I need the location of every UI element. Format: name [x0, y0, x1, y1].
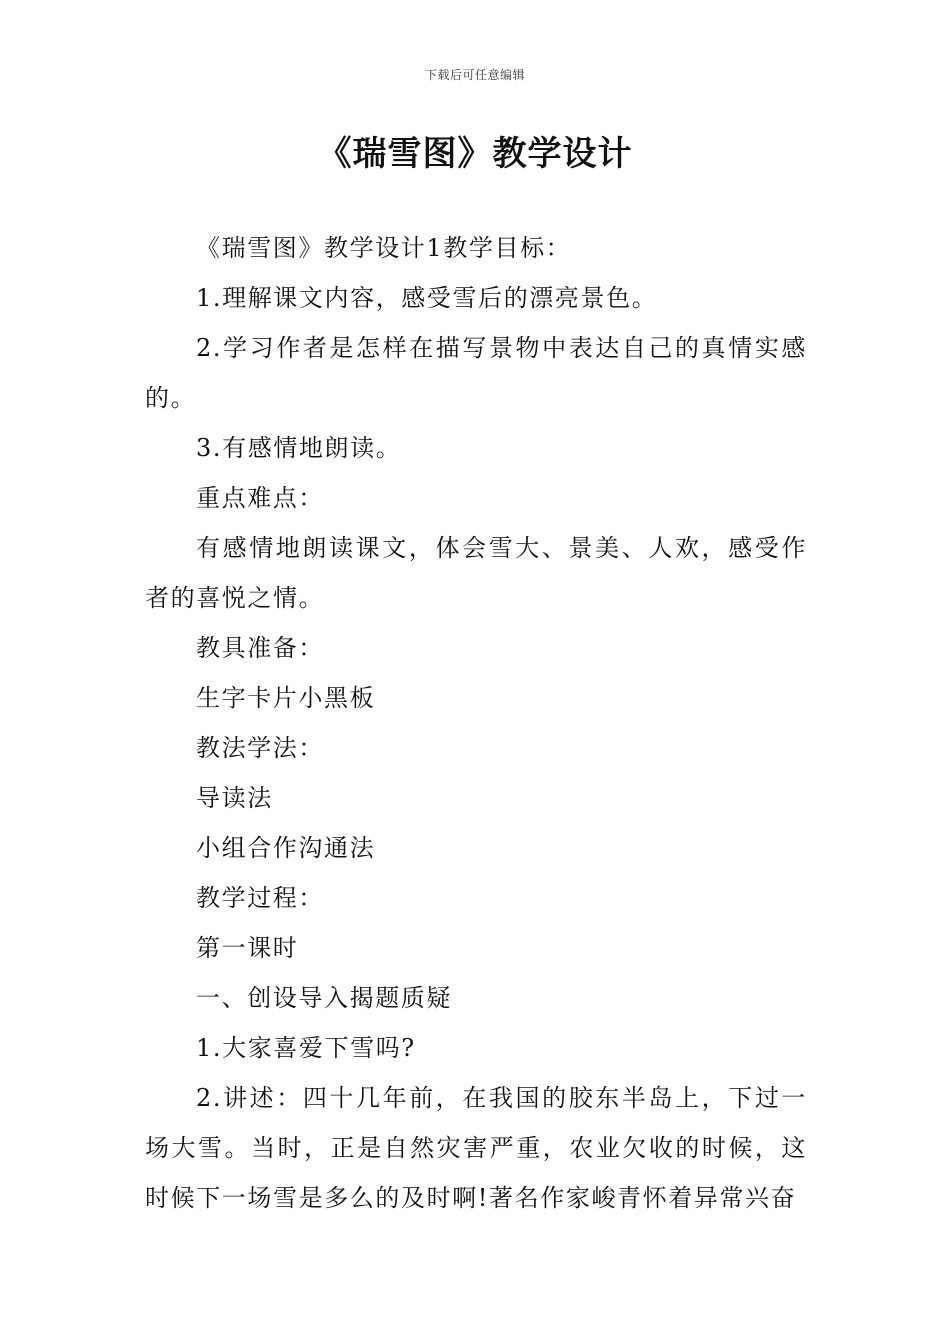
paragraph-goal-1: 1.理解课文内容，感受雪后的漂亮景色。 — [196, 284, 658, 312]
paragraph-goal-2: 2.学习作者是怎样在描写景物中表达自己的真情实感的。 — [145, 334, 807, 412]
paragraph-narration: 2.讲述：四十几年前，在我国的胶东半岛上，下过一场大雪。当时，正是自然灾害严重，农业欠收的时候，这时候下一场雪是多么的及时啊!著名作家峻青怀着异常兴奋 — [145, 1084, 807, 1212]
document-body — [145, 223, 807, 1223]
header-note: 下载后可任意编辑 — [424, 68, 525, 82]
paragraph-materials-heading: 教具准备： — [196, 634, 324, 662]
paragraph-method-2: 小组合作沟通法 — [196, 834, 376, 862]
paragraph-step-1: 一、创设导入揭题质疑 — [196, 984, 452, 1012]
document-title: 《瑞雪图》教学设计 — [317, 134, 633, 174]
paragraph-key-points: 有感情地朗读课文，体会雪大、景美、人欢，感受作者的喜悦之情。 — [145, 534, 807, 612]
paragraph-key-points-heading: 重点难点： — [196, 484, 324, 512]
paragraph-question: 1.大家喜爱下雪吗? — [196, 1034, 416, 1062]
paragraph-process-heading: 教学过程： — [196, 884, 324, 912]
paragraph-lesson-1: 第一课时 — [196, 934, 299, 962]
paragraph-materials: 生字卡片小黑板 — [196, 684, 376, 712]
paragraph-intro: 《瑞雪图》教学设计1教学目标： — [196, 234, 572, 262]
paragraph-methods-heading: 教法学法： — [196, 734, 324, 762]
paragraph-method-1: 导读法 — [196, 784, 273, 812]
paragraph-goal-3: 3.有感情地朗读。 — [196, 434, 402, 462]
